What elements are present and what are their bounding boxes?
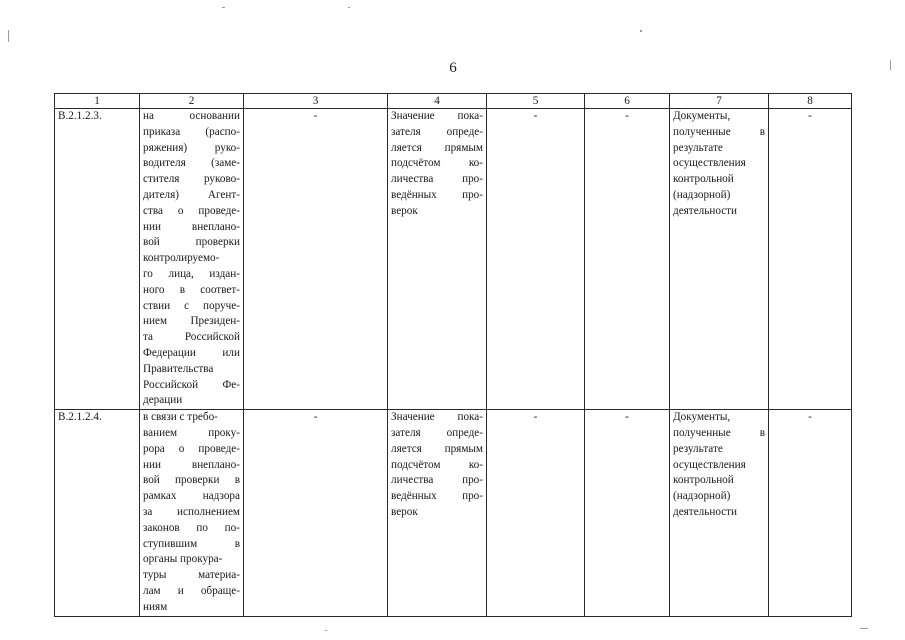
- text-line: личества про-: [391, 474, 483, 487]
- text-line: контролируемо-: [143, 252, 220, 265]
- column-header-6: 6: [585, 94, 670, 109]
- text-line: полученные в: [673, 125, 765, 138]
- text-line: подсчётом ко-: [391, 458, 483, 471]
- column-header-3: 3: [244, 94, 388, 109]
- page-number: 6: [449, 60, 457, 76]
- row-col6-value: -: [585, 109, 670, 410]
- text-line: зателя опреде-: [391, 125, 483, 138]
- scan-speck: [325, 630, 327, 631]
- row-description: [140, 109, 244, 410]
- row-indicator: [388, 109, 487, 410]
- text-line: (надзорной): [673, 188, 731, 201]
- text-line: Федерации или: [143, 346, 240, 359]
- table-row: [55, 109, 852, 410]
- text-line: результате: [673, 141, 723, 154]
- row-col3-value: -: [244, 109, 388, 410]
- text-line: осуществления: [673, 458, 746, 471]
- text-line: за исполнением: [143, 505, 240, 518]
- text-line: ствии с поруче-: [143, 299, 240, 312]
- text-line: ряжения) руко-: [143, 141, 240, 154]
- text-line: ванием проку-: [143, 426, 240, 439]
- text-line: та Российской: [143, 331, 240, 344]
- text-line: в связи с требо-: [143, 411, 218, 424]
- row-documents: [670, 410, 769, 616]
- text-line: на основании: [143, 110, 240, 122]
- text-line: нии внеплано-: [143, 458, 240, 471]
- column-header-8: 8: [769, 94, 852, 109]
- text-line: органы прокура-: [143, 553, 223, 566]
- scan-speck: [8, 30, 9, 42]
- text-line: ства о проведе-: [143, 204, 240, 217]
- column-header-4: 4: [388, 94, 487, 109]
- text-line: полученные в: [673, 426, 765, 439]
- row-code: В.2.1.2.3.: [55, 109, 140, 410]
- row-col6-value: -: [585, 410, 670, 616]
- scan-speck: [222, 7, 225, 8]
- row-documents: [670, 109, 769, 410]
- row-code: В.2.1.2.4.: [55, 410, 140, 616]
- column-header-1: 1: [55, 94, 140, 109]
- text-line: (надзорной): [673, 490, 731, 503]
- header-row: [55, 94, 852, 109]
- column-header-7: 7: [670, 94, 769, 109]
- text-line: ведённых про-: [391, 490, 483, 503]
- text-line: ступившим в: [143, 537, 240, 550]
- text-line: ляется прямым: [391, 141, 483, 154]
- text-line: Российской Фе-: [143, 378, 240, 391]
- text-line: Значение пока-: [391, 411, 483, 424]
- row-col3-value: -: [244, 410, 388, 616]
- text-line: ного в соответ-: [143, 283, 240, 296]
- text-line: рора о проведе-: [143, 442, 240, 455]
- text-line: ниям: [143, 600, 168, 613]
- text-line: законов по по-: [143, 521, 240, 534]
- text-line: нием Президен-: [143, 315, 240, 328]
- text-line: деятельности: [673, 505, 738, 518]
- text-line: верок: [391, 204, 418, 217]
- text-line: дителя) Агент-: [143, 188, 240, 201]
- scan-speck: [348, 7, 350, 8]
- text-line: Документы,: [673, 411, 731, 424]
- text-line: Правительства: [143, 362, 214, 375]
- text-line: дерации: [143, 394, 183, 407]
- text-line: подсчётом ко-: [391, 157, 483, 170]
- indicator-table: [54, 93, 852, 617]
- text-line: осуществления: [673, 157, 746, 170]
- text-line: ляется прямым: [391, 442, 483, 455]
- scan-speck: [860, 628, 868, 629]
- row-description: [140, 410, 244, 616]
- text-line: Документы,: [673, 110, 731, 122]
- text-line: вой проверки в: [143, 474, 240, 487]
- text-line: лам и обраще-: [143, 584, 240, 597]
- text-line: деятельности: [673, 204, 738, 217]
- scan-speck: [890, 60, 891, 70]
- row-indicator: [388, 410, 487, 616]
- text-line: результате: [673, 442, 723, 455]
- row-col5-value: -: [487, 109, 585, 410]
- text-line: водителя (заме-: [143, 157, 240, 170]
- text-line: верок: [391, 505, 418, 518]
- text-line: вой проверки: [143, 236, 240, 249]
- text-line: стителя руково-: [143, 173, 240, 186]
- text-line: личества про-: [391, 173, 483, 186]
- scan-speck: [640, 30, 642, 32]
- column-header-5: 5: [487, 94, 585, 109]
- text-line: нии внеплано-: [143, 220, 240, 233]
- row-col5-value: -: [487, 410, 585, 616]
- text-line: рамках надзора: [143, 490, 240, 503]
- column-header-2: 2: [140, 94, 244, 109]
- row-col8-value: -: [769, 410, 852, 616]
- row-col8-value: -: [769, 109, 852, 410]
- text-line: Значение пока-: [391, 110, 483, 122]
- text-line: приказа (распо-: [143, 125, 240, 138]
- text-line: туры материа-: [143, 569, 240, 582]
- text-line: контрольной: [673, 474, 734, 487]
- text-line: зателя опреде-: [391, 426, 483, 439]
- text-line: ведённых про-: [391, 188, 483, 201]
- text-line: контрольной: [673, 173, 734, 186]
- text-line: го лица, издан-: [143, 267, 240, 280]
- table-row: [55, 410, 852, 616]
